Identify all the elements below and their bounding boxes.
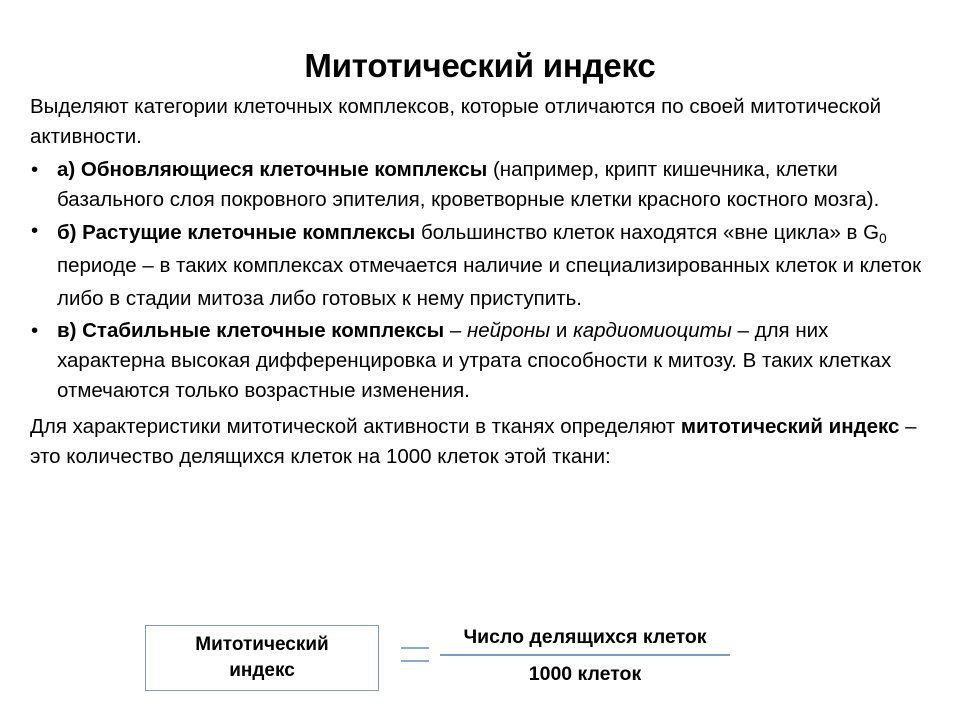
slide-body [30, 92, 930, 472]
bullet-list [30, 155, 930, 406]
equals-sign-icon [401, 647, 429, 669]
list-item [30, 316, 930, 406]
bullet-b-text-before-subscript: большинство клеток находятся «вне цикла» в G [415, 221, 880, 244]
fraction-bar [440, 654, 730, 656]
page-title: Митотический индекс [304, 47, 656, 85]
closing-bold-term: митотический индекс [680, 415, 900, 438]
formula-term-line-2: индекс [229, 660, 295, 681]
bullet-a-label: а) Обновляющиеся клеточные комплексы [57, 158, 488, 181]
g-zero-subscript: 0 [879, 230, 887, 246]
bullet-a-text: (например, крипт кишечника, клетки базального слоя покровного эпителия, кроветворные клетки красного костного мозга). [57, 158, 880, 211]
formula-fraction [440, 623, 730, 688]
intro-paragraph: Выделяют категории клеточных комплексов, которые отличаются по своей митотической активности. [30, 95, 882, 148]
bullet-b-label: б) Растущие клеточные комплексы [57, 221, 416, 244]
bullet-c-italic-cardiomyocytes: кардиомиоциты [573, 319, 732, 342]
equals-bar-top [401, 647, 429, 649]
bullet-c-italic-neurons: нейроны [466, 319, 551, 342]
closing-paragraph [30, 412, 930, 472]
mitotic-index-formula [145, 625, 785, 720]
formula-term-line-1: Митотический [195, 634, 329, 655]
equals-bar-bottom [401, 660, 429, 662]
bullet-c-text-2: и [550, 319, 574, 342]
formula-term-box [145, 625, 379, 691]
bullet-marker-icon: • [31, 319, 39, 342]
fraction-numerator: Число делящихся клеток [463, 626, 707, 648]
closing-text-1: Для характеристики митотической активности в тканях определяют [30, 415, 681, 438]
closing-text-2: – это количество делящихся клеток на 1000 клеток этой ткани: [30, 415, 917, 468]
bullet-c-text-1: – [444, 319, 467, 342]
list-item [30, 216, 930, 315]
list-item [30, 155, 930, 215]
bullet-c-text-3: – для них характерна высокая дифференцировка и утрата способности к митозу. В таких клетках отмечаются только возрастные изменения. [57, 319, 892, 402]
bullet-marker-icon: • [31, 219, 39, 242]
fraction-denominator: 1000 клеток [528, 663, 642, 686]
bullet-c-label: в) Стабильные клеточные комплексы [57, 319, 445, 342]
bullet-b-text-after-subscript: периоде – в таких комплексах отмечается наличие и специализированных клеток и клеток либо в стадии митоза либо готовых к нему приступить. [57, 254, 922, 310]
bullet-marker-icon: • [31, 158, 39, 181]
